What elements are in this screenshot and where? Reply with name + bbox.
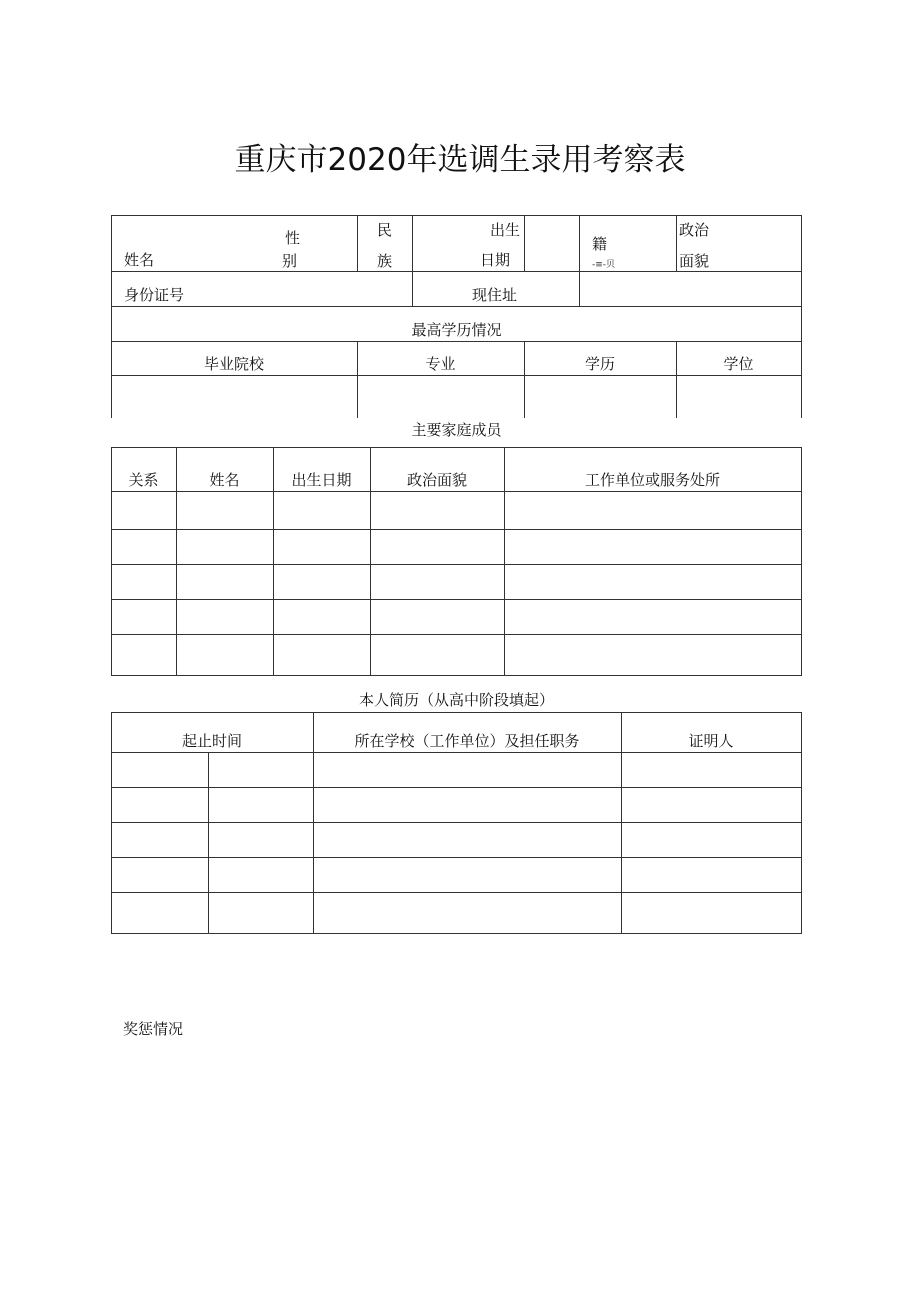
education-section-title: 最高学历情况: [411, 321, 502, 339]
row-divider: [111, 634, 802, 635]
page-title: 重庆市2020年选调生录用考察表: [234, 142, 686, 178]
resume-section-title: 本人简历（从高中阶段填起）: [358, 691, 554, 709]
col-divider: [676, 215, 677, 271]
row-divider: [111, 306, 802, 307]
education-header-degree-level: 学历: [584, 355, 615, 373]
col-divider: [579, 215, 580, 306]
table-border-left: [111, 215, 112, 418]
family-header-political: 政治面貌: [406, 471, 467, 489]
col-divider: [676, 341, 677, 418]
label-native: 籍: [592, 235, 608, 253]
row-divider: [111, 599, 802, 600]
education-header-major: 专业: [425, 355, 456, 373]
table-border-right: [801, 215, 802, 418]
family-header-name: 姓名: [209, 471, 240, 489]
col-divider: [208, 752, 209, 934]
table-border-right: [801, 447, 802, 676]
label-political-top: 政治: [679, 221, 710, 239]
family-header-workplace: 工作单位或服务处所: [584, 471, 720, 489]
row-divider: [111, 787, 802, 788]
row-divider: [111, 491, 802, 492]
table-border-top: [111, 215, 802, 216]
col-divider: [412, 215, 413, 306]
resume-header-witness: 证明人: [688, 732, 734, 750]
label-birth-bottom: 日期: [480, 251, 511, 269]
row-divider: [111, 564, 802, 565]
label-gender-bottom: 别: [282, 252, 298, 270]
resume-header-school-position: 所在学校（工作单位）及担任职务: [354, 732, 580, 750]
label-gender-top: 性: [285, 229, 301, 247]
table-border-bottom: [111, 933, 802, 934]
table-border-right: [801, 712, 802, 934]
label-native-sub: -≡-贝: [592, 260, 616, 270]
row-divider: [111, 752, 802, 753]
table-border-top: [111, 447, 802, 448]
label-name: 姓名: [124, 251, 155, 269]
row-divider: [111, 341, 802, 342]
row-divider: [111, 529, 802, 530]
col-divider: [357, 215, 358, 271]
row-divider: [111, 857, 802, 858]
table-border-top: [111, 712, 802, 713]
resume-header-period: 起止时间: [181, 732, 242, 750]
col-divider: [524, 341, 525, 418]
label-rewards: 奖惩情况: [123, 1020, 184, 1038]
education-header-degree: 学位: [723, 355, 754, 373]
family-header-birth: 出生日期: [291, 471, 352, 489]
row-divider: [111, 892, 802, 893]
family-section-title: 主要家庭成员: [411, 421, 502, 439]
label-political-bottom: 面貌: [679, 252, 710, 270]
label-address: 现住址: [472, 286, 518, 304]
label-birth-top: 出生: [490, 221, 521, 239]
row-divider: [111, 375, 802, 376]
label-ethnic-top: 民: [377, 221, 393, 239]
family-header-relation: 关系: [128, 471, 159, 489]
row-divider: [111, 271, 802, 272]
table-border-bottom: [111, 675, 802, 676]
row-divider: [111, 822, 802, 823]
education-header-school: 毕业院校: [203, 355, 264, 373]
col-divider: [524, 215, 525, 271]
label-ethnic-bottom: 族: [377, 252, 393, 270]
label-id-number: 身份证号: [124, 286, 185, 304]
col-divider: [357, 341, 358, 418]
